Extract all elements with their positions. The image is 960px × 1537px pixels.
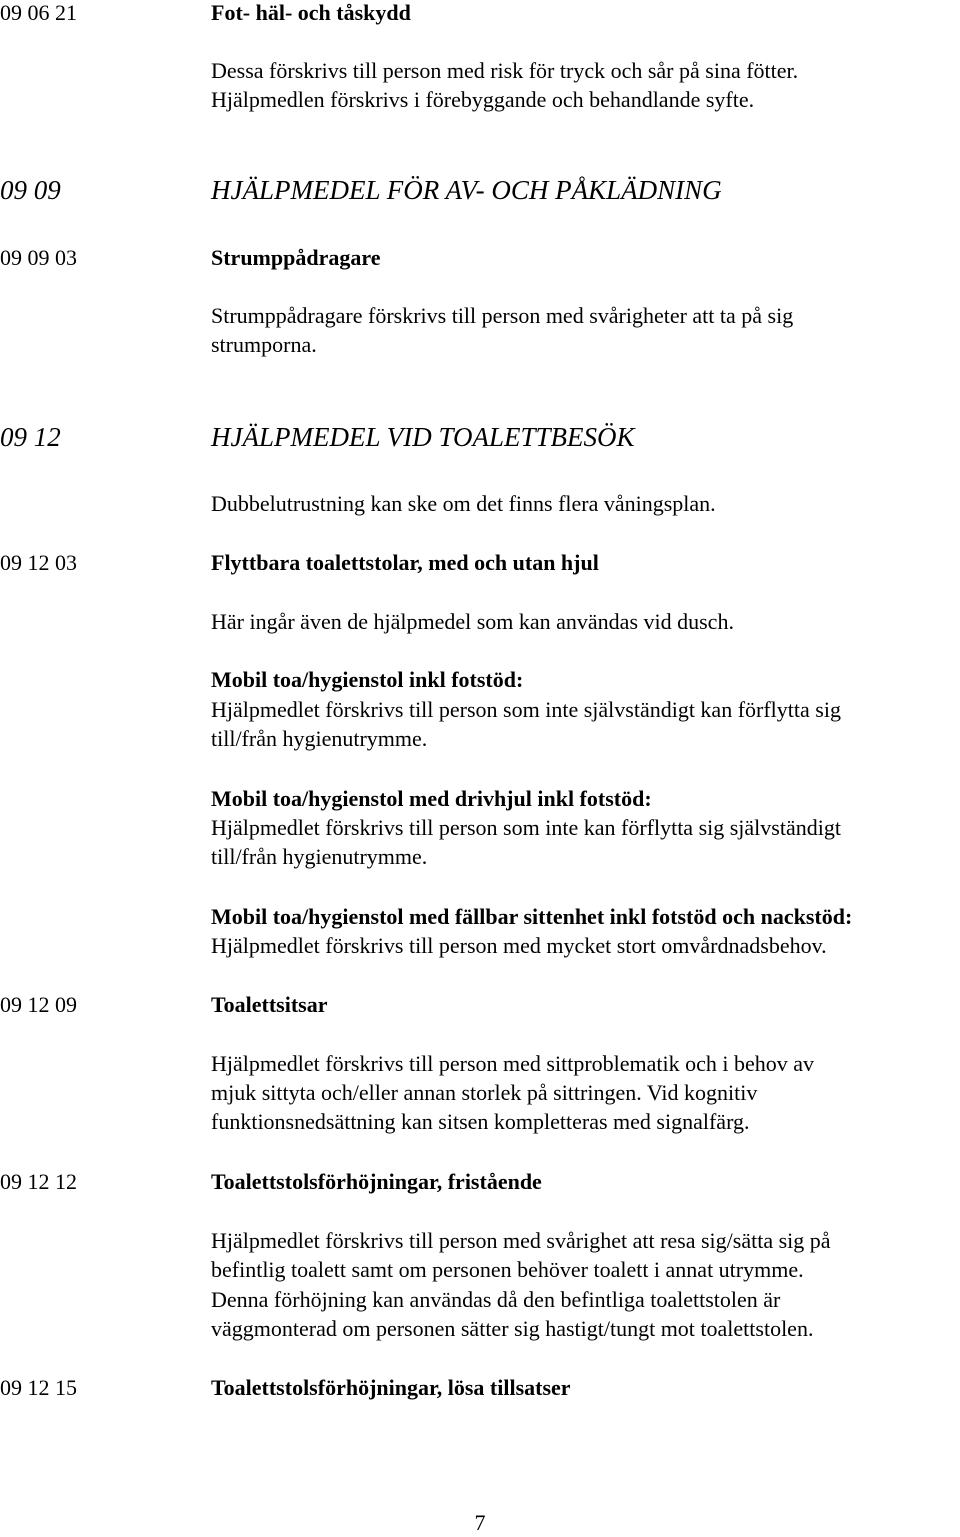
section-code: 09 06 21 <box>0 0 77 25</box>
body-text: Hjälpmedlet förskrivs till person som inte självständigt kan förflytta sig <box>211 697 841 722</box>
page-number: 7 <box>474 1510 486 1535</box>
item-heading: Mobil toa/hygienstol inkl fotstöd: <box>211 667 524 692</box>
body-text: Hjälpmedlen förskrivs i förebyggande och behandlande syfte. <box>211 87 755 112</box>
section-title: Flyttbara toalettstolar, med och utan hjul <box>211 550 599 575</box>
body-text: till/från hygienutrymme. <box>211 726 428 751</box>
body-text: till/från hygienutrymme. <box>211 844 428 869</box>
item-heading: Mobil toa/hygienstol med drivhjul inkl fotstöd: <box>211 786 652 811</box>
item-heading: Mobil toa/hygienstol med fällbar sittenhet inkl fotstöd och nackstöd: <box>211 904 853 929</box>
body-text: befintlig toalett samt om personen behöver toalett i annat utrymme. <box>211 1257 804 1282</box>
section-code: 09 12 15 <box>0 1375 77 1400</box>
section-title: Fot- häl- och tåskydd <box>211 0 411 25</box>
body-text: Dessa förskrivs till person med risk för tryck och sår på sina fötter. <box>211 58 799 83</box>
body-text: mjuk sittyta och/eller annan storlek på sittringen. Vid kognitiv <box>211 1080 758 1105</box>
section-title: Strumppådragare <box>211 245 381 270</box>
chapter-title: HJÄLPMEDEL FÖR AV- OCH PÅKLÄDNING <box>211 175 722 205</box>
section-code: 09 12 09 <box>0 992 77 1017</box>
section-title: Toalettstolsförhöjningar, fristående <box>211 1169 542 1194</box>
body-text: Hjälpmedlet förskrivs till person med sittproblematik och i behov av <box>211 1051 815 1076</box>
chapter-code: 09 09 <box>0 175 61 205</box>
body-text: funktionsnedsättning kan sitsen kompletteras med signalfärg. <box>211 1109 750 1134</box>
section-code: 09 12 12 <box>0 1169 77 1194</box>
section-title: Toalettstolsförhöjningar, lösa tillsatser <box>211 1375 571 1400</box>
body-text: Hjälpmedlet förskrivs till person med svårighet att resa sig/sätta sig på <box>211 1228 831 1253</box>
section-code: 09 09 03 <box>0 245 77 270</box>
body-text: Hjälpmedlet förskrivs till person med mycket stort omvårdnadsbehov. <box>211 933 827 958</box>
body-text: Här ingår även de hjälpmedel som kan användas vid dusch. <box>211 609 734 634</box>
body-text: Dubbelutrustning kan ske om det finns flera våningsplan. <box>211 491 716 516</box>
body-text: väggmonterad om personen sätter sig hastigt/tungt mot toalettstolen. <box>211 1316 814 1341</box>
section-title: Toalettsitsar <box>211 992 328 1017</box>
body-text: Hjälpmedlet förskrivs till person som inte kan förflytta sig självständigt <box>211 815 841 840</box>
chapter-title: HJÄLPMEDEL VID TOALETTBESÖK <box>211 422 635 452</box>
chapter-code: 09 12 <box>0 422 61 452</box>
body-text: Strumppådragare förskrivs till person med svårigheter att ta på sig <box>211 303 794 328</box>
body-text: Denna förhöjning kan användas då den befintliga toalettstolen är <box>211 1287 781 1312</box>
body-text: strumporna. <box>211 332 317 357</box>
section-code: 09 12 03 <box>0 550 77 575</box>
